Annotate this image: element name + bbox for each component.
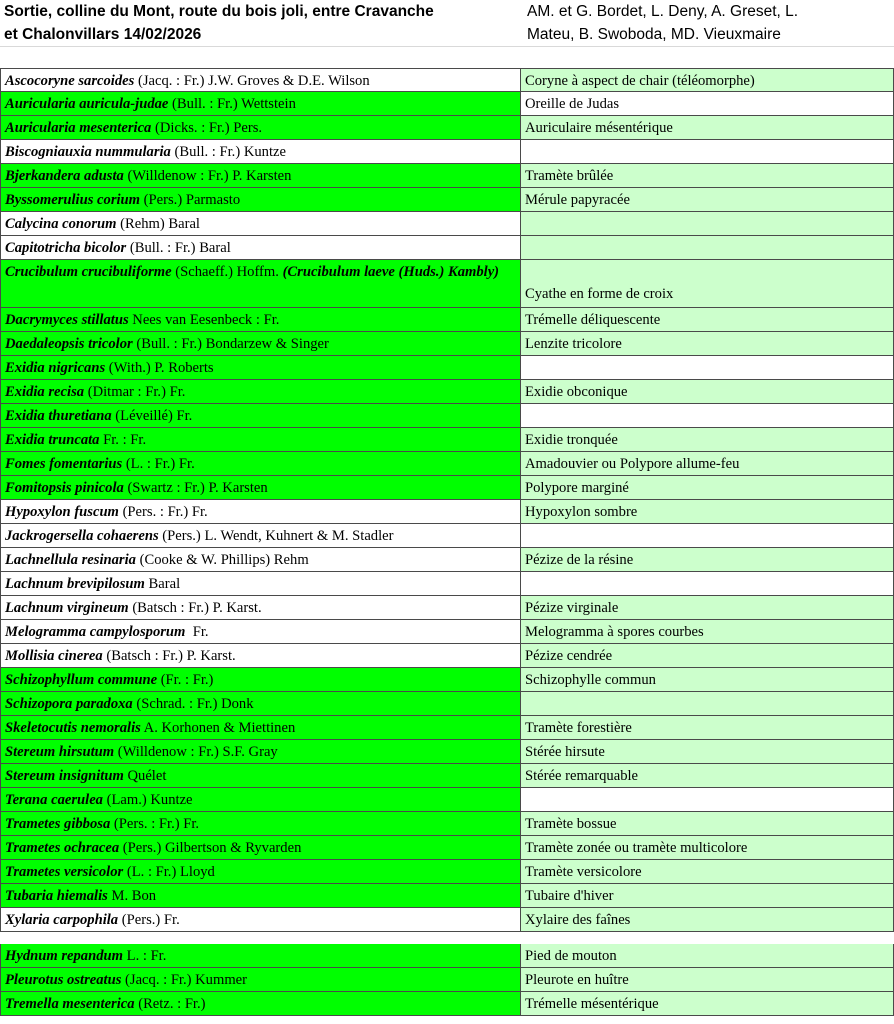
common-name-cell[interactable] bbox=[521, 452, 894, 476]
species-authority: (Swartz : Fr.) P. Karsten bbox=[123, 480, 268, 496]
common-name-cell[interactable] bbox=[521, 500, 894, 524]
common-name-cell[interactable] bbox=[521, 92, 894, 116]
table-row bbox=[0, 452, 894, 476]
species-name: Schizopora paradoxa bbox=[5, 696, 133, 712]
species-name: Fomes fomentarius bbox=[5, 456, 123, 472]
species-name: Auricularia mesenterica bbox=[5, 120, 152, 136]
species-cell[interactable] bbox=[0, 620, 521, 644]
common-name: Amadouvier ou Polypore allume-feu bbox=[525, 456, 740, 472]
species-authority: A. Korhonen & Miettinen bbox=[140, 720, 296, 736]
species-name: Schizophyllum commune bbox=[5, 672, 158, 688]
species-name: Calycina conorum bbox=[5, 216, 117, 232]
common-name: Cyathe en forme de croix bbox=[525, 286, 674, 302]
table-row bbox=[0, 884, 894, 908]
species-name: Stereum insignitum bbox=[5, 768, 124, 784]
species-authority: Quélet bbox=[123, 768, 167, 784]
species-cell[interactable] bbox=[0, 500, 521, 524]
common-name: Xylaire des faînes bbox=[525, 912, 631, 928]
table-row bbox=[0, 380, 894, 404]
table-row bbox=[0, 692, 894, 716]
table-row bbox=[0, 164, 894, 188]
species-cell[interactable] bbox=[0, 116, 521, 140]
species-authority: (Pers. : Fr.) Fr. bbox=[118, 504, 208, 520]
common-name: Stérée hirsute bbox=[525, 744, 605, 760]
species-authority: (Jacq. : Fr.) Kummer bbox=[121, 972, 248, 988]
species-name: Byssomerulius corium bbox=[5, 192, 141, 208]
species-cell[interactable] bbox=[0, 668, 521, 692]
common-name-cell[interactable] bbox=[521, 236, 894, 260]
species-authority: (Dicks. : Fr.) Pers. bbox=[151, 120, 263, 136]
species-name: Hypoxylon fuscum bbox=[5, 504, 119, 520]
species-authority: (Bull. : Fr.) Kuntze bbox=[170, 144, 286, 160]
species-cell[interactable] bbox=[0, 644, 521, 668]
common-name-cell[interactable] bbox=[521, 404, 894, 428]
species-cell[interactable] bbox=[0, 356, 521, 380]
species-name: Stereum hirsutum bbox=[5, 744, 115, 760]
species-name: Daedaleopsis tricolor bbox=[5, 336, 133, 352]
species-name: Crucibulum crucibuliforme bbox=[5, 264, 172, 280]
common-name: Tramète brûlée bbox=[525, 168, 614, 184]
species-authority: Baral bbox=[144, 576, 181, 592]
common-name-cell[interactable] bbox=[521, 380, 894, 404]
common-name-cell[interactable] bbox=[521, 476, 894, 500]
species-authority: (Pers.) Fr. bbox=[118, 912, 180, 928]
species-cell[interactable] bbox=[0, 404, 521, 428]
species-cell[interactable] bbox=[0, 380, 521, 404]
species-name: Ascocoryne sarcoides bbox=[5, 73, 135, 89]
common-name-cell[interactable] bbox=[521, 548, 894, 572]
species-authority: (Pers.) Gilbertson & Ryvarden bbox=[119, 840, 302, 856]
participants bbox=[527, 0, 889, 46]
common-name-cell[interactable] bbox=[521, 188, 894, 212]
species-name: Bjerkandera adusta bbox=[5, 168, 124, 184]
species-name: Hydnum repandum bbox=[5, 948, 123, 964]
table-row bbox=[0, 92, 894, 116]
table-row bbox=[0, 356, 894, 380]
common-name-cell[interactable] bbox=[521, 308, 894, 332]
species-authority: (Schrad. : Fr.) Donk bbox=[132, 696, 254, 712]
table-row bbox=[0, 944, 894, 968]
common-name: Pied de mouton bbox=[525, 948, 617, 964]
sheet-header bbox=[0, 0, 894, 46]
species-authority: (Pers.) L. Wendt, Kuhnert & M. Stadler bbox=[158, 528, 394, 544]
species-cell[interactable] bbox=[0, 836, 521, 860]
species-cell[interactable] bbox=[0, 68, 521, 92]
common-name-cell[interactable] bbox=[521, 428, 894, 452]
table-row bbox=[0, 212, 894, 236]
species-cell[interactable] bbox=[0, 524, 521, 548]
species-cell[interactable] bbox=[0, 968, 521, 992]
common-name-cell[interactable] bbox=[521, 788, 894, 812]
common-name: Exidie obconique bbox=[525, 384, 628, 400]
species-authority: (L. : Fr.) Lloyd bbox=[123, 864, 215, 880]
species-authority: (Jacq. : Fr.) J.W. Groves & D.E. Wilson bbox=[134, 73, 370, 89]
common-name-cell[interactable] bbox=[521, 332, 894, 356]
species-name: Tremella mesenterica bbox=[5, 996, 135, 1012]
species-authority: (Léveillé) Fr. bbox=[111, 408, 193, 424]
table-row bbox=[0, 116, 894, 140]
table-row bbox=[0, 764, 894, 788]
common-name: Tramète forestière bbox=[525, 720, 632, 736]
species-name: Exidia thuretiana bbox=[5, 408, 112, 424]
outing-title bbox=[4, 0, 518, 46]
common-name-cell[interactable] bbox=[521, 644, 894, 668]
table-row bbox=[0, 548, 894, 572]
common-name: Coryne à aspect de chair (téléomorphe) bbox=[525, 73, 755, 89]
species-name: Dacrymyces stillatus bbox=[5, 312, 129, 328]
common-name: Melogramma à spores courbes bbox=[525, 624, 704, 640]
common-name-cell[interactable] bbox=[521, 620, 894, 644]
blank-row bbox=[0, 46, 894, 68]
common-name: Pézize virginale bbox=[525, 600, 619, 616]
table-row bbox=[0, 860, 894, 884]
species-cell[interactable] bbox=[0, 884, 521, 908]
blank-row bbox=[0, 932, 894, 944]
species-authority: (Bull. : Fr.) Wettstein bbox=[168, 96, 296, 112]
species-authority: (Willdenow : Fr.) P. Karsten bbox=[123, 168, 292, 184]
species-name: Trametes versicolor bbox=[5, 864, 124, 880]
table-row bbox=[0, 332, 894, 356]
species-cell[interactable] bbox=[0, 92, 521, 116]
species-authority: (Fr. : Fr.) bbox=[157, 672, 214, 688]
outing-title-line1: Sortie, colline du Mont, route du bois joli, entre Cravanche bbox=[4, 3, 434, 20]
species-name: Lachnum brevipilosum bbox=[5, 576, 145, 592]
common-name: Pézize de la résine bbox=[525, 552, 634, 568]
common-name-cell[interactable] bbox=[521, 812, 894, 836]
common-name-cell[interactable] bbox=[521, 572, 894, 596]
species-cell[interactable] bbox=[0, 260, 521, 308]
common-name-cell[interactable] bbox=[521, 692, 894, 716]
species-authority: (Lam.) Kuntze bbox=[102, 792, 193, 808]
species-cell[interactable] bbox=[0, 212, 521, 236]
species-name: Mollisia cinerea bbox=[5, 648, 103, 664]
species-authority: (Cooke & W. Phillips) Rehm bbox=[135, 552, 309, 568]
species-cell[interactable] bbox=[0, 572, 521, 596]
table-row bbox=[0, 968, 894, 992]
species-cell[interactable] bbox=[0, 428, 521, 452]
species-authority: (Schaeff.) Hoffm. bbox=[171, 264, 283, 280]
common-name: Oreille de Judas bbox=[525, 96, 620, 112]
common-name-cell[interactable] bbox=[521, 992, 894, 1016]
species-authority: L. : Fr. bbox=[123, 948, 167, 964]
species-name: Melogramma campylosporum bbox=[5, 624, 186, 640]
species-cell[interactable] bbox=[0, 188, 521, 212]
species-cell[interactable] bbox=[0, 908, 521, 932]
common-name-cell[interactable] bbox=[521, 716, 894, 740]
common-name: Tramète bossue bbox=[525, 816, 617, 832]
species-cell[interactable] bbox=[0, 740, 521, 764]
table-row bbox=[0, 572, 894, 596]
species-cell[interactable] bbox=[0, 716, 521, 740]
species-authority: Fr. : Fr. bbox=[99, 432, 147, 448]
species-cell[interactable] bbox=[0, 812, 521, 836]
common-name-cell[interactable] bbox=[521, 884, 894, 908]
common-name-cell[interactable] bbox=[521, 668, 894, 692]
common-name-cell[interactable] bbox=[521, 356, 894, 380]
common-name-cell[interactable] bbox=[521, 116, 894, 140]
table-row bbox=[0, 500, 894, 524]
table-row bbox=[0, 188, 894, 212]
species-cell[interactable] bbox=[0, 992, 521, 1016]
common-name: Pézize cendrée bbox=[525, 648, 613, 664]
species-name: Biscogniauxia nummularia bbox=[5, 144, 171, 160]
species-cell[interactable] bbox=[0, 764, 521, 788]
species-cell[interactable] bbox=[0, 332, 521, 356]
species-cell[interactable] bbox=[0, 452, 521, 476]
species-authority: (Pers.) Parmasto bbox=[140, 192, 241, 208]
common-name: Tubaire d'hiver bbox=[525, 888, 614, 904]
participants-line1: AM. et G. Bordet, L. Deny, A. Greset, L. bbox=[527, 3, 799, 20]
species-authority: (L. : Fr.) Fr. bbox=[122, 456, 195, 472]
common-name-cell[interactable] bbox=[521, 164, 894, 188]
species-name: Lachnellula resinaria bbox=[5, 552, 136, 568]
species-synonym: (Crucibulum laeve (Huds.) Kambly) bbox=[282, 264, 500, 280]
common-name: Auriculaire mésentérique bbox=[525, 120, 673, 136]
common-name: Mérule papyracée bbox=[525, 192, 630, 208]
table-row bbox=[0, 716, 894, 740]
species-name: Capitotricha bicolor bbox=[5, 240, 127, 256]
common-name: Trémelle mésentérique bbox=[525, 996, 659, 1012]
species-name: Jackrogersella cohaerens bbox=[5, 528, 159, 544]
species-name: Tubaria hiemalis bbox=[5, 888, 108, 904]
species-authority: (Ditmar : Fr.) Fr. bbox=[84, 384, 186, 400]
species-authority: (Willdenow : Fr.) S.F. Gray bbox=[114, 744, 278, 760]
common-name-cell[interactable] bbox=[521, 908, 894, 932]
species-cell[interactable] bbox=[0, 236, 521, 260]
species-table bbox=[0, 68, 894, 1016]
common-name: Lenzite tricolore bbox=[525, 336, 622, 352]
species-cell[interactable] bbox=[0, 596, 521, 620]
species-cell[interactable] bbox=[0, 788, 521, 812]
table-row bbox=[0, 476, 894, 500]
species-cell[interactable] bbox=[0, 164, 521, 188]
species-cell[interactable] bbox=[0, 476, 521, 500]
common-name: Stérée remarquable bbox=[525, 768, 639, 784]
table-row bbox=[0, 68, 894, 92]
common-name-cell[interactable] bbox=[521, 944, 894, 968]
species-name: Trametes gibbosa bbox=[5, 816, 111, 832]
common-name-cell[interactable] bbox=[521, 140, 894, 164]
common-name-cell[interactable] bbox=[521, 764, 894, 788]
species-authority: (Batsch : Fr.) P. Karst. bbox=[128, 600, 262, 616]
table-row bbox=[0, 668, 894, 692]
species-authority: (Pers. : Fr.) Fr. bbox=[110, 816, 200, 832]
common-name: Schizophylle commun bbox=[525, 672, 656, 688]
species-name: Auricularia auricula-judae bbox=[5, 96, 169, 112]
species-authority: (Bull. : Fr.) Bondarzew & Singer bbox=[132, 336, 329, 352]
species-name: Fomitopsis pinicola bbox=[5, 480, 124, 496]
common-name-cell[interactable] bbox=[521, 860, 894, 884]
species-cell[interactable] bbox=[0, 308, 521, 332]
table-row bbox=[0, 140, 894, 164]
species-authority: (Batsch : Fr.) P. Karst. bbox=[102, 648, 236, 664]
species-authority: (With.) P. Roberts bbox=[105, 360, 214, 376]
species-name: Exidia recisa bbox=[5, 384, 85, 400]
table-row bbox=[0, 428, 894, 452]
common-name-cell[interactable] bbox=[521, 596, 894, 620]
outing-title-line2: et Chalonvillars 14/02/2026 bbox=[4, 26, 202, 43]
species-authority: (Retz. : Fr.) bbox=[134, 996, 206, 1012]
species-authority: Nees van Eesenbeck : Fr. bbox=[128, 312, 280, 328]
table-row bbox=[0, 620, 894, 644]
common-name: Tramète zonée ou tramète multicolore bbox=[525, 840, 748, 856]
common-name-cell[interactable] bbox=[521, 260, 894, 308]
table-row bbox=[0, 404, 894, 428]
species-cell[interactable] bbox=[0, 140, 521, 164]
table-row bbox=[0, 236, 894, 260]
common-name-cell[interactable] bbox=[521, 68, 894, 92]
table-row bbox=[0, 836, 894, 860]
table-row bbox=[0, 596, 894, 620]
common-name: Trémelle déliquescente bbox=[525, 312, 661, 328]
species-cell[interactable] bbox=[0, 860, 521, 884]
species-authority: (Rehm) Baral bbox=[116, 216, 200, 232]
table-row bbox=[0, 260, 894, 308]
participants-line2: Mateu, B. Swoboda, MD. Vieuxmaire bbox=[527, 26, 781, 43]
species-authority: (Bull. : Fr.) Baral bbox=[126, 240, 231, 256]
common-name-cell[interactable] bbox=[521, 968, 894, 992]
species-name: Terana caerulea bbox=[5, 792, 103, 808]
common-name-cell[interactable] bbox=[521, 524, 894, 548]
species-cell[interactable] bbox=[0, 548, 521, 572]
table-row bbox=[0, 740, 894, 764]
species-name: Exidia nigricans bbox=[5, 360, 106, 376]
species-name: Skeletocutis nemoralis bbox=[5, 720, 141, 736]
species-name: Xylaria carpophila bbox=[5, 912, 119, 928]
species-authority: Fr. bbox=[185, 624, 209, 640]
common-name: Tramète versicolore bbox=[525, 864, 642, 880]
table-row bbox=[0, 908, 894, 932]
species-name: Lachnum virgineum bbox=[5, 600, 129, 616]
common-name: Hypoxylon sombre bbox=[525, 504, 638, 520]
common-name-cell[interactable] bbox=[521, 212, 894, 236]
species-cell[interactable] bbox=[0, 692, 521, 716]
table-row bbox=[0, 992, 894, 1016]
species-cell[interactable] bbox=[0, 944, 521, 968]
common-name-cell[interactable] bbox=[521, 740, 894, 764]
table-row bbox=[0, 788, 894, 812]
species-authority: M. Bon bbox=[107, 888, 157, 904]
common-name: Pleurote en huître bbox=[525, 972, 629, 988]
table-row bbox=[0, 308, 894, 332]
common-name-cell[interactable] bbox=[521, 836, 894, 860]
species-name: Trametes ochracea bbox=[5, 840, 120, 856]
table-row bbox=[0, 644, 894, 668]
table-row bbox=[0, 812, 894, 836]
species-name: Exidia truncata bbox=[5, 432, 100, 448]
common-name: Polypore marginé bbox=[525, 480, 629, 496]
table-row bbox=[0, 524, 894, 548]
common-name: Exidie tronquée bbox=[525, 432, 618, 448]
species-name: Pleurotus ostreatus bbox=[5, 972, 122, 988]
